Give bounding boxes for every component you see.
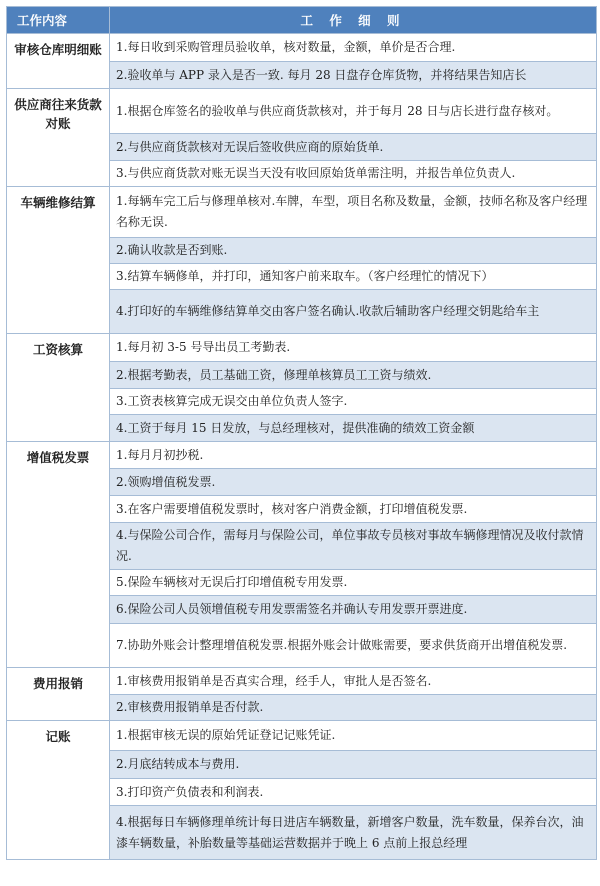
- rule-item: 2.根据考勤表，员工基础工资，修理单核算员工工资与绩效.: [110, 362, 597, 389]
- rule-item: 1.审核费用报销单是否真实合理，经手人，审批人是否签名.: [110, 668, 597, 695]
- table-row: [7, 34, 597, 62]
- rule-item: 3.在客户需要增值税发票时，核对客户消费金额，打印增值税发票.: [110, 496, 597, 523]
- rule-item: 4.与保险公司合作，需每月与保险公司，单位事故专员核对事故车辆修理情况及收付款情况.: [110, 523, 597, 570]
- rule-item: 2.与供应商货款核对无误后签收供应商的原始货单.: [110, 134, 597, 161]
- header-work-rules: 工 作 细 则: [110, 7, 597, 34]
- rule-item: 1.根据仓库签名的验收单与供应商货款核对，并于每月 28 日与店长进行盘存核对。: [110, 89, 597, 134]
- rule-item: 2.领购增值税发票.: [110, 469, 597, 496]
- rule-item: 4.根据每日车辆修理单统计每日进店车辆数量，新增客户数量，洗车数量，保养台次，油漆车辆数量，补胎数量等基础运营数据并于晚上 6 点前上报总经理: [110, 806, 597, 860]
- table-row: [7, 334, 597, 362]
- rule-item: 4.工资于每月 15 日发放，与总经理核对，提供准确的绩效工资金额: [110, 415, 597, 442]
- rule-item: 2.月底结转成本与费用.: [110, 751, 597, 779]
- rule-item: 1.每日收到采购管理员验收单，核对数量，金额，单价是否合理.: [110, 34, 597, 62]
- rule-item: 1.每辆车完工后与修理单核对.车牌，车型，项目名称及数量，金额，技师名称及客户经理名称无误.: [110, 187, 597, 238]
- rule-item: 5.保险车辆核对无误后打印增值税专用发票.: [110, 570, 597, 596]
- category-cell: 车辆维修结算: [7, 187, 110, 334]
- category-cell: 审核仓库明细账: [7, 34, 110, 89]
- table-row: [7, 89, 597, 134]
- category-cell: 供应商往来货款对账: [7, 89, 110, 187]
- category-cell: 工资核算: [7, 334, 110, 442]
- category-cell: 费用报销: [7, 668, 110, 721]
- rule-item: 3.结算车辆修单，并打印，通知客户前来取车。（客户经理忙的情况下）: [110, 264, 597, 290]
- work-rules-table: [6, 6, 597, 860]
- rule-item: 2.确认收款是否到账.: [110, 238, 597, 264]
- table-body: [7, 34, 597, 860]
- table-row: [7, 187, 597, 238]
- rule-item: 1.每月月初抄税.: [110, 442, 597, 469]
- rule-item: 1.根据审核无误的原始凭证登记记账凭证.: [110, 721, 597, 751]
- table-row: [7, 442, 597, 469]
- table-row: [7, 668, 597, 695]
- rule-item: 2.验收单与 APP 录入是否一致. 每月 28 日盘存仓库货物，并将结果告知店长: [110, 62, 597, 89]
- rule-item: 3.打印资产负债表和利润表.: [110, 779, 597, 806]
- rule-item: 6.保险公司人员领增值税专用发票需签名并确认专用发票开票进度.: [110, 596, 597, 624]
- category-cell: 记账: [7, 721, 110, 860]
- rule-item: 2.审核费用报销单是否付款.: [110, 695, 597, 721]
- rule-item: 1.每月初 3-5 号导出员工考勤表.: [110, 334, 597, 362]
- rule-item: 3.与供应商货款对账无误当天没有收回原始货单需注明，并报告单位负责人.: [110, 161, 597, 187]
- category-cell: 增值税发票: [7, 442, 110, 668]
- header-work-content: 工作内容: [7, 7, 110, 34]
- table-row: [7, 721, 597, 751]
- table-header-row: [7, 7, 597, 34]
- rule-item: 7.协助外账会计整理增值税发票.根据外账会计做账需要，要求供货商开出增值税发票.: [110, 624, 597, 668]
- rule-item: 3.工资表核算完成无误交由单位负责人签字.: [110, 389, 597, 415]
- rule-item: 4.打印好的车辆维修结算单交由客户签名确认.收款后辅助客户经理交钥匙给车主: [110, 290, 597, 334]
